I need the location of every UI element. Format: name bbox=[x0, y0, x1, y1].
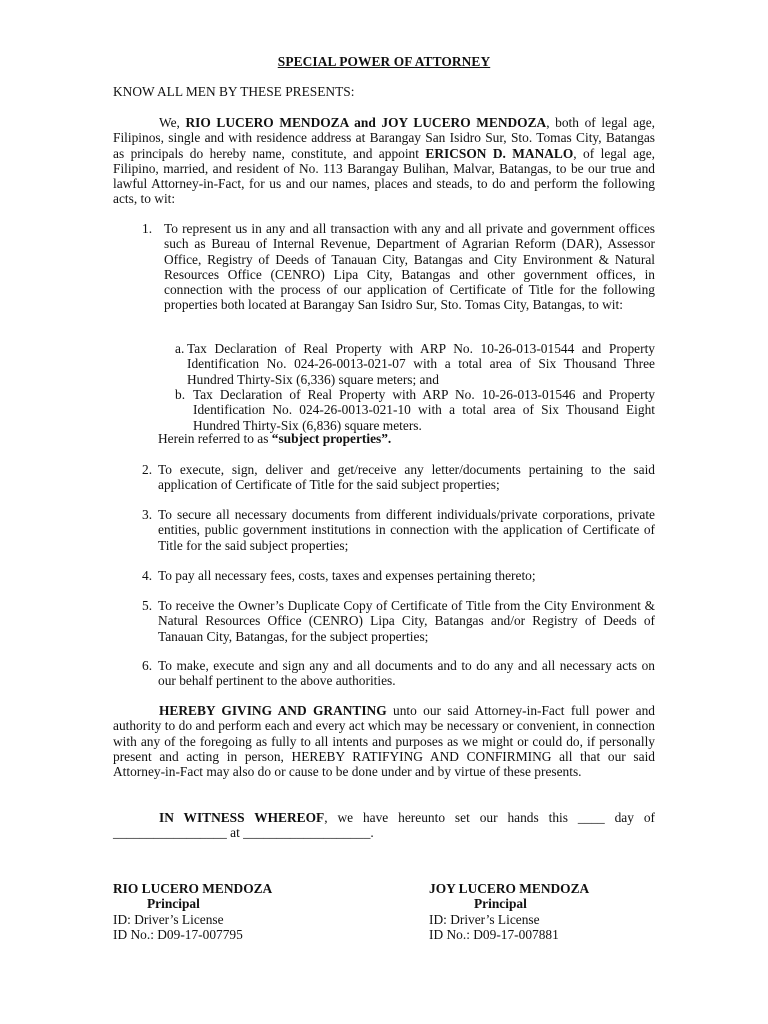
signatory-id-number: ID No.: D09-17-007795 bbox=[113, 926, 243, 942]
item-text: To represent us in any and all transaction with any and all private and government offices such as Bureau of Internal Revenue, Department of Agrarian Reform (DAR), Assessor Office, Registry of Deeds of Tanauan City, Batangas and City Environment & Natural Resources Office (CENRO) Lipa City, Batangas and other government offices, in connection with the process of our application of Certificate of Title for the following properties both located at Barangay San Isidro Sur, Sto. Tomas City, Batangas, to wit: bbox=[164, 221, 655, 313]
item-text: To receive the Owner’s Duplicate Copy of Certificate of Title from the City Environment & Natural Resources Office (CENRO) Lipa City, Batangas and/or Registry of Deeds of Tanauan City, Batangas, for the subject properties; bbox=[158, 598, 655, 644]
item-text: To execute, sign, deliver and get/receive any letter/documents pertaining to the said application of Certificate of Title for the said subject properties; bbox=[158, 462, 655, 493]
signatory-role: Principal bbox=[474, 896, 527, 912]
sub-item-text: Tax Declaration of Real Property with ARP No. 10-26-013-01546 and Property Identification No. 024-26-0013-021-10 with a total area of Six Thousand Eight Hundred Thirty-Six (6,836) square meters. bbox=[193, 387, 655, 433]
item-number: 3. bbox=[142, 507, 153, 522]
witness-text: , we have hereunto set our hands this ____ day of _________________ at ___________________. bbox=[113, 810, 655, 841]
intro-paragraph bbox=[113, 115, 655, 207]
item-number: 4. bbox=[142, 568, 153, 583]
signatory-name: RIO LUCERO MENDOZA bbox=[113, 881, 273, 896]
item-number: 5. bbox=[142, 598, 153, 613]
intro-text-2: , both of legal age, Filipinos, single and with residence address at Barangay San Isidro Sur, Sto. Tomas City, Batangas as principals do hereby name, constitute, and appoint bbox=[113, 115, 655, 161]
intro-text-3: , of legal age, Filipino, married, and resident of No. 113 Barangay Bulihan, Malvar, Batangas, to be our true and lawful Attorney-in-Fact, for us and our names, places and steads, to do and perform the following acts, to wit: bbox=[113, 145, 655, 207]
signatory-name: JOY LUCERO MENDOZA bbox=[429, 881, 590, 896]
granting-text: unto our said Attorney-in-Fact full power and authority to do and perform each and every act which may be necessary or convenient, in connection with any of the foregoing as fully to all intents and purposes as we might or could do, if personally present and acting in person, HEREBY RATIFYING AND CONFIRMING all that our said Attorney-in-Fact may also do or cause to be done under and by virtue of these presents. bbox=[113, 703, 655, 780]
know-all-heading: KNOW ALL MEN BY THESE PRESENTS: bbox=[113, 84, 355, 99]
signatory-id-number: ID No.: D09-17-007881 bbox=[429, 926, 559, 942]
item-text: To pay all necessary fees, costs, taxes and expenses pertaining thereto; bbox=[158, 568, 536, 583]
sub-item-text: Tax Declaration of Real Property with ARP No. 10-26-013-01544 and Property Identification No. 024-26-0013-021-07 with a total area of Six Thousand Three Hundred Thirty-Six (6,336) square meters; and bbox=[187, 341, 655, 387]
list-item bbox=[142, 221, 655, 313]
item-number: 2. bbox=[142, 462, 153, 477]
witness-paragraph bbox=[113, 810, 655, 841]
list-item bbox=[142, 462, 655, 493]
signatory-id-type: ID: Driver’s License bbox=[429, 911, 540, 927]
document-title: SPECIAL POWER OF ATTORNEY bbox=[277, 54, 491, 69]
signature-block-left bbox=[113, 881, 373, 942]
granting-lead: HEREBY GIVING AND GRANTING bbox=[159, 703, 387, 718]
principals-names: RIO LUCERO MENDOZA and JOY LUCERO MENDOZA bbox=[185, 115, 547, 130]
list-item bbox=[142, 568, 655, 583]
list-item bbox=[142, 658, 655, 689]
sub-list-item bbox=[175, 341, 655, 387]
item-text: To secure all necessary documents from different individuals/private corporations, private entities, public government institutions in connection with the application of Certificate of Title for the said subject properties; bbox=[158, 507, 655, 553]
sub-item-letter: b. bbox=[175, 387, 186, 402]
signature-block-right bbox=[429, 881, 689, 942]
item-text: To make, execute and sign any and all documents and to do any and all necessary acts on our behalf pertinent to the above authorities. bbox=[158, 658, 655, 689]
item-number: 6. bbox=[142, 658, 153, 673]
herein-line bbox=[158, 431, 391, 446]
intro-text-1: We, bbox=[159, 115, 186, 130]
list-item bbox=[142, 507, 655, 553]
signatory-id-type: ID: Driver’s License bbox=[113, 911, 224, 927]
sub-list-item bbox=[175, 387, 655, 433]
witness-lead: IN WITNESS WHEREOF bbox=[159, 810, 325, 825]
herein-prefix: Herein referred to as bbox=[158, 431, 272, 446]
attorney-name: ERICSON D. MANALO bbox=[425, 145, 574, 161]
granting-paragraph bbox=[113, 703, 655, 779]
herein-term: “subject properties”. bbox=[271, 431, 392, 446]
item-number: 1. bbox=[142, 221, 153, 236]
sub-item-letter: a. bbox=[175, 341, 185, 356]
signatory-role: Principal bbox=[147, 896, 200, 912]
list-item bbox=[142, 598, 655, 644]
